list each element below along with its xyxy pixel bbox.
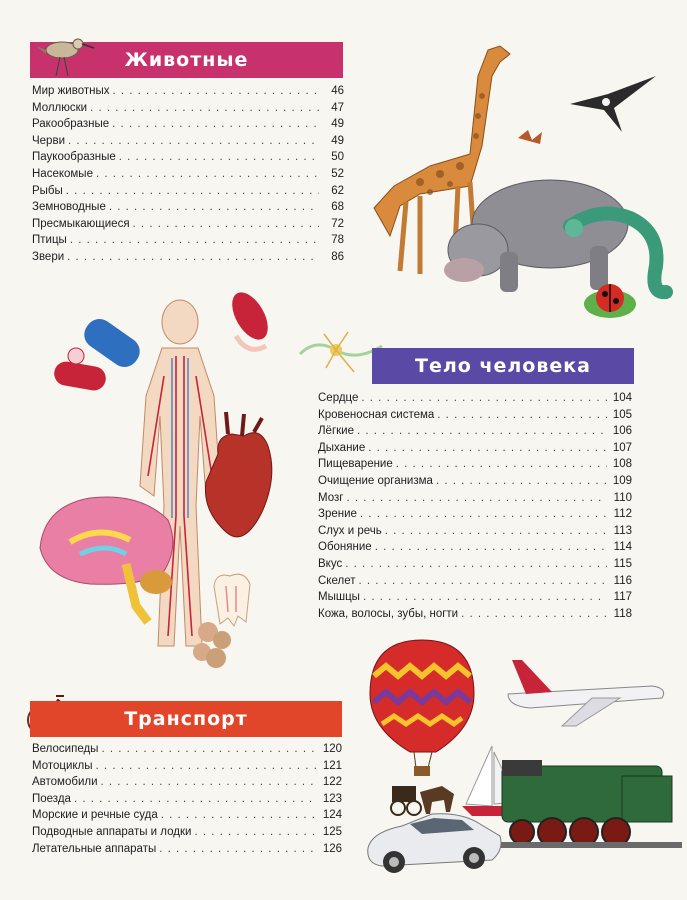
toc-item[interactable]: Пищеварение . . . 108 [318,458,632,475]
horse-carriage-icon [391,786,454,815]
sandpiper-icon [34,30,96,78]
section-title-transport: Транспорт [124,708,248,730]
toc-item[interactable]: Подводные аппараты и лодки . . . 125 [32,826,342,843]
toc-item[interactable]: Мотоциклы . . . 121 [32,760,342,777]
toc-item[interactable]: Пресмыкающиеся . . . 72 [32,218,344,235]
toc-item[interactable]: Зрение . . . 112 [318,508,632,525]
toc-item[interactable]: Поезда . . . 123 [32,793,342,810]
toc-item[interactable]: Моллюски . . . 47 [32,102,344,119]
toc-item[interactable]: Мышцы . . . 117 [318,591,632,608]
toc-item[interactable]: Насекомые . . . 52 [32,168,344,185]
section-title-animals: Животные [124,49,249,71]
toc-item[interactable]: Птицы . . . 78 [32,234,344,251]
toc-item[interactable]: Сердце . . . 104 [318,392,632,409]
airplane-icon [508,660,664,726]
toc-item[interactable]: Черви . . . 49 [32,135,344,152]
toc-item[interactable]: Земноводные . . . 68 [32,201,344,218]
muscle-icon [225,286,275,349]
toc-item[interactable]: Скелет . . . 116 [318,575,632,592]
steam-train-icon [496,760,682,848]
circulatory-system-icon [140,300,220,646]
toc-item[interactable]: Летательные аппараты . . . 126 [32,843,342,860]
section-banner-human-body [372,348,634,384]
animals-illustration [360,36,680,336]
toc-item[interactable]: Рыбы . . . 62 [32,185,344,202]
toc-item[interactable]: Автомобили . . . 122 [32,776,342,793]
human-body-illustration [30,286,300,686]
toc-item[interactable]: Вкус . . . 115 [318,558,632,575]
toc-list-human-body [318,392,632,624]
toc-item[interactable]: Паукообразные . . . 50 [32,151,344,168]
toc-list-transport [32,743,342,859]
tooth-icon [214,574,250,626]
transport-illustration [362,636,682,892]
section-banner-transport [30,701,342,737]
toc-item[interactable]: Кровеносная система . . . 105 [318,409,632,426]
alveoli-icon [193,622,231,668]
hot-air-balloon-icon [370,640,474,776]
toc-item[interactable]: Лёгкие . . . 106 [318,425,632,442]
toc-item[interactable]: Ракообразные . . . 49 [32,118,344,135]
toc-item[interactable]: Кожа, волосы, зубы, ногти . . . 118 [318,608,632,625]
toc-item[interactable]: Звери . . . 86 [32,251,344,268]
toc-list-animals [32,85,344,268]
toc-item[interactable]: Обоняние . . . 114 [318,541,632,558]
butterfly-icon [518,130,542,144]
blood-vessel-icon [52,314,145,393]
toc-item[interactable]: Слух и речь . . . 113 [318,525,632,542]
toc-item[interactable]: Мир животных . . . 46 [32,85,344,102]
toc-item[interactable]: Мозг . . . 110 [318,492,632,509]
toc-item[interactable]: Велосипеды . . . 120 [32,743,342,760]
sports-car-icon [368,814,501,873]
bird-icon [570,76,656,132]
toc-item[interactable]: Дыхание . . . 107 [318,442,632,459]
ladybug-icon [584,284,636,318]
brain-icon [40,497,173,622]
toc-item[interactable]: Морские и речные суда . . . 124 [32,809,342,826]
toc-item[interactable]: Очищение организма . . . 109 [318,475,632,492]
section-title-human-body: Тело человека [415,355,591,377]
